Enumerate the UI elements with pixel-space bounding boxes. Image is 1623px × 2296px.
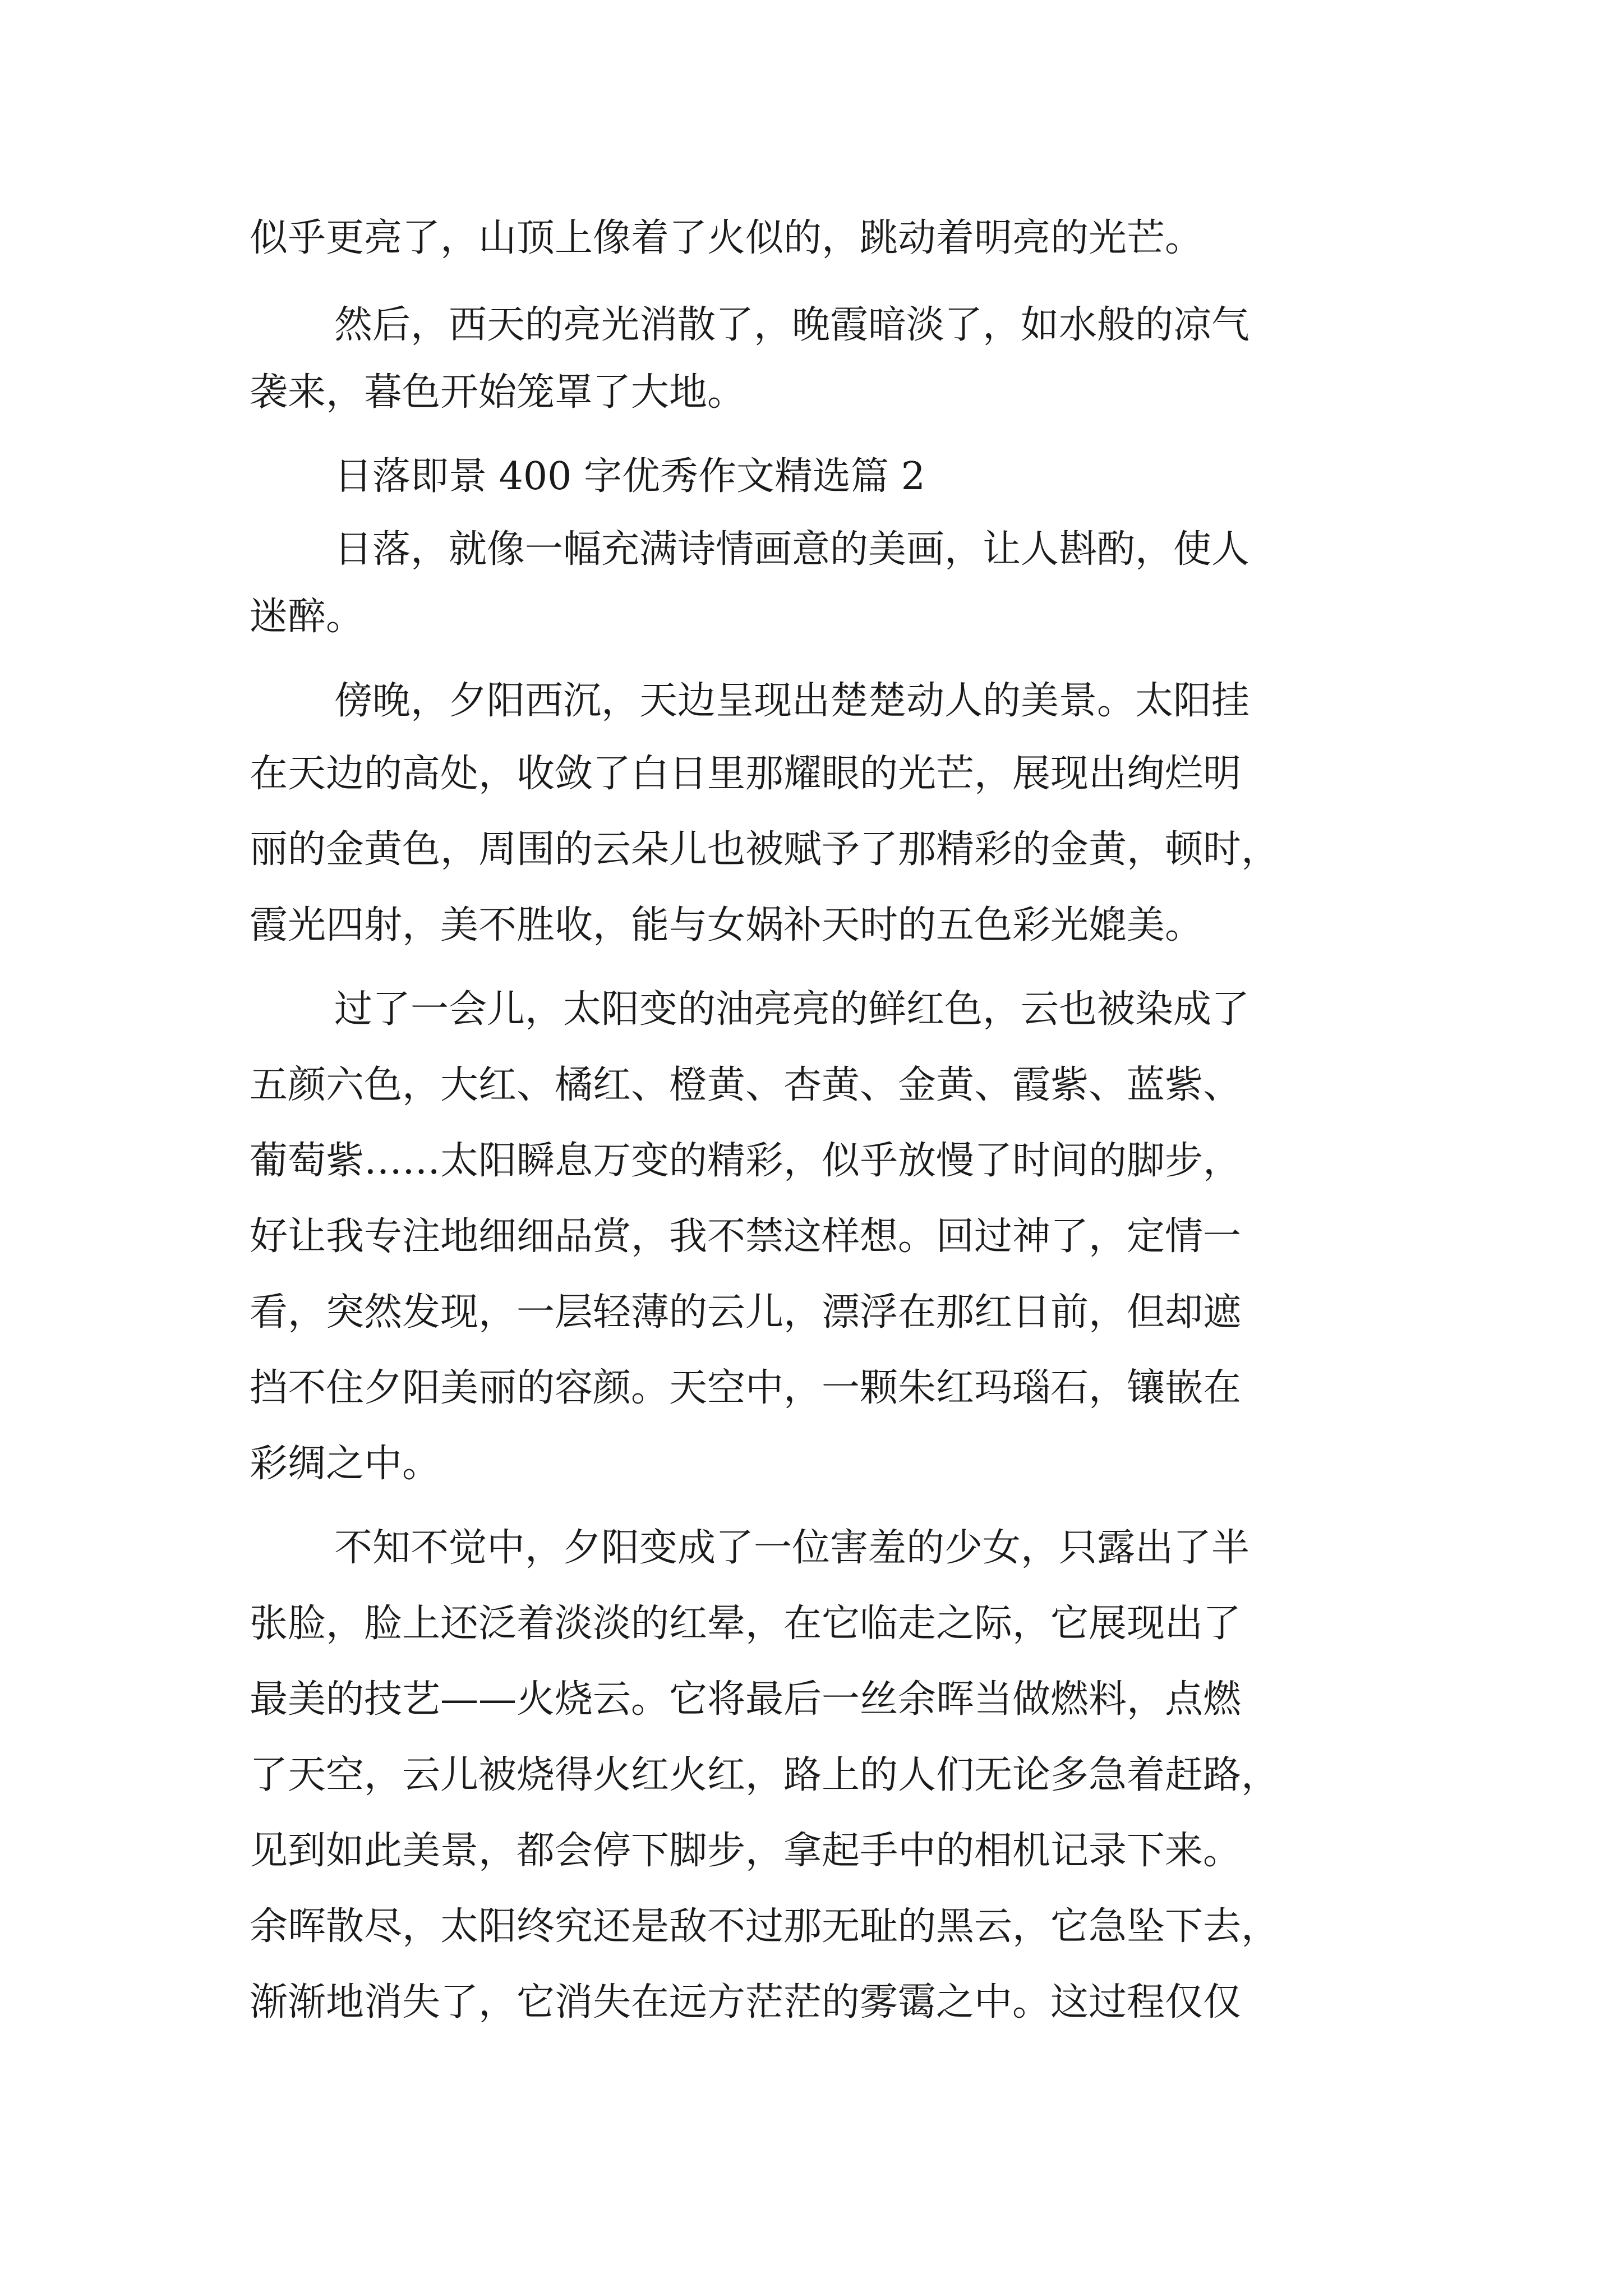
text-line: 不知不觉中，夕阳变成了一位害羞的少女，只露出了半 (334, 1526, 1250, 1570)
text-line: 过了一会儿，太阳变的油亮亮的鲜红色，云也被染成了 (334, 987, 1250, 1032)
text-line: 渐渐地消失了，它消失在远方茫茫的雾霭之中。这过程仅仅 (250, 1980, 1242, 2024)
text-line: 见到如此美景，都会停下脚步，拿起手中的相机记录下来。 (250, 1829, 1242, 1873)
text-line: 霞光四射，美不胜收，能与女娲补天时的五色彩光媲美。 (250, 903, 1204, 947)
text-line: 挡不住夕阳美丽的容颜。天空中，一颗朱红玛瑙石，镶嵌在 (250, 1366, 1242, 1410)
text-line: 日落，就像一幅充满诗情画意的美画，让人斟酌，使人 (334, 527, 1250, 572)
text-line: 彩绸之中。 (250, 1442, 441, 1486)
text-line: 袭来，暮色开始笼罩了大地。 (250, 370, 746, 415)
text-line: 五颜六色，大红、橘红、橙黄、杏黄、金黄、霞紫、蓝紫、 (250, 1063, 1242, 1107)
text-line: 了天空，云儿被烧得火红火红，路上的人们无论多急着赶路， (250, 1753, 1280, 1797)
text-line: 然后，西天的亮光消散了，晚霞暗淡了，如水般的凉气 (334, 303, 1250, 347)
text-line: 余晖散尽，太阳终究还是敌不过那无耻的黑云，它急坠下去， (250, 1904, 1280, 1949)
text-line: 看，突然发现，一层轻薄的云儿，漂浮在那红日前，但却遮 (250, 1290, 1242, 1335)
text-line: 好让我专注地细细品赏，我不禁这样想。回过神了，定情一 (250, 1214, 1242, 1259)
text-line: 张脸，脸上还泛着淡淡的红晕，在它临走之际，它展现出了 (250, 1602, 1242, 1646)
text-line: 在天边的高处，收敛了白日里那耀眼的光芒，展现出绚烂明 (250, 752, 1242, 796)
text-line: 似乎更亮了，山顶上像着了火似的，跳动着明亮的光芒。 (250, 216, 1204, 260)
section-heading: 日落即景 400 字优秀作文精选篇 2 (334, 454, 925, 499)
text-line: 最美的技艺——火烧云。它将最后一丝余晖当做燃料，点燃 (250, 1677, 1242, 1722)
text-line: 傍晚，夕阳西沉，天边呈现出楚楚动人的美景。太阳挂 (334, 679, 1250, 723)
text-line: 迷醉。 (250, 595, 365, 639)
text-line: 丽的金黄色，周围的云朵儿也被赋予了那精彩的金黄，顿时， (250, 827, 1280, 872)
text-line: 葡萄紫……太阳瞬息万变的精彩，似乎放慢了时间的脚步， (250, 1139, 1242, 1183)
